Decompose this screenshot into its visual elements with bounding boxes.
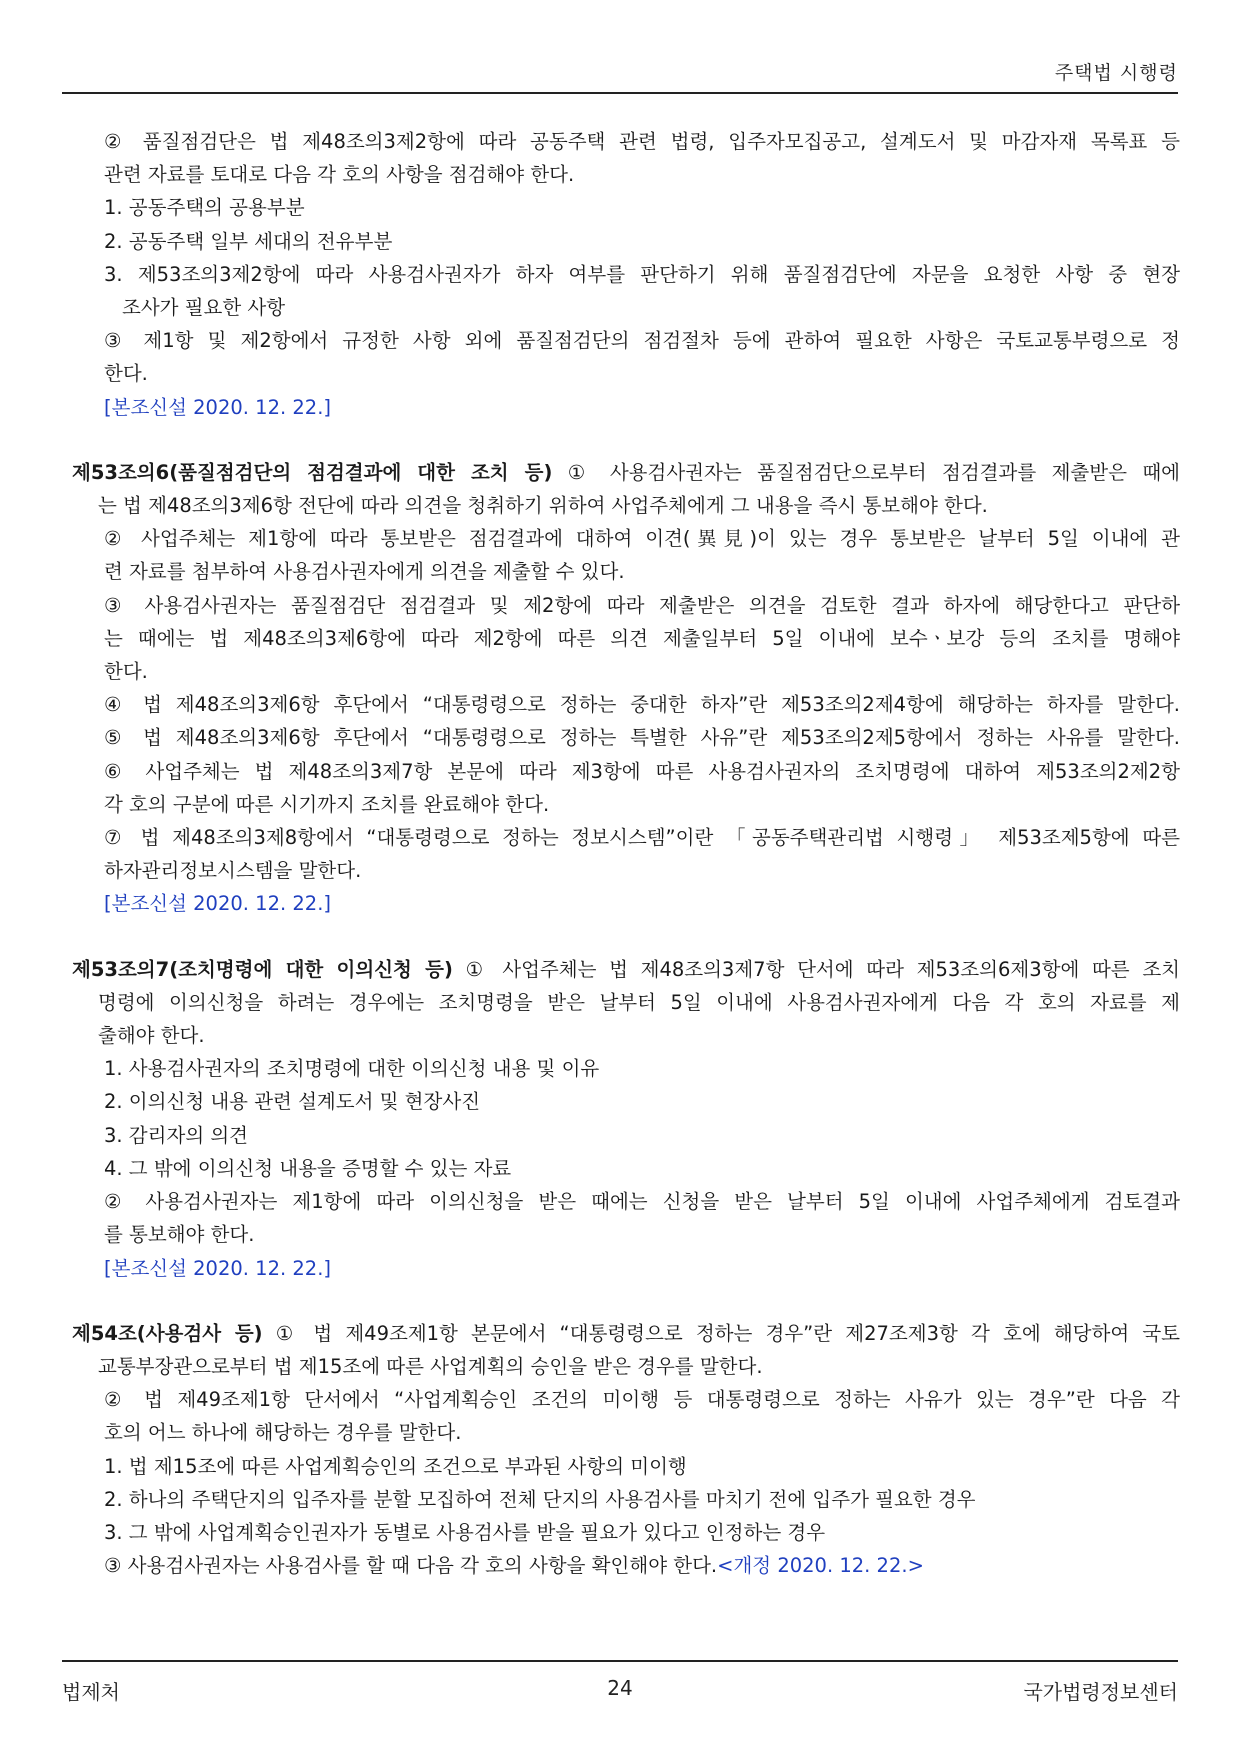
paragraph-line: ⑦ 법 제48조의3제8항에서 “대통령령으로 정하는 정보시스템”이란 「공동주택관리법 시행령」 제53조제5항에 따른 xyxy=(104,826,1180,850)
footer-rule xyxy=(62,1660,1178,1662)
paragraph-line: 한다. xyxy=(104,660,148,684)
paragraph-line: 명령에 이의신청을 하려는 경우에는 조치명령을 받은 날부터 5일 이내에 사용검사권자에게 다음 각 호의 자료를 제 xyxy=(98,990,1180,1014)
amendment-note: <개정 2020. 12. 22.> xyxy=(717,1554,924,1578)
paragraph-line: ④ 법 제48조의3제6항 후단에서 “대통령령으로 정하는 중대한 하자”란 제53조의2제4항에 해당하는 하자를 말한다. xyxy=(104,693,1180,717)
list-item: 4. 그 밖에 이의신청 내용을 증명할 수 있는 자료 xyxy=(104,1156,512,1180)
list-item: 2. 하나의 주택단지의 입주자를 분할 모집하여 전체 단지의 사용검사를 마치기 전에 입주가 필요한 경우 xyxy=(104,1487,976,1511)
list-item: 3. 그 밖에 사업계획승인권자가 동별로 사용검사를 받을 필요가 있다고 인정하는 경우 xyxy=(104,1520,826,1544)
header-rule xyxy=(62,92,1178,94)
list-item: 2. 이의신청 내용 관련 설계도서 및 현장사진 xyxy=(104,1090,481,1114)
paragraph-line: 하자관리정보시스템을 말한다. xyxy=(104,859,362,883)
paragraph-line: 관련 자료를 토대로 다음 각 호의 사항을 점검해야 한다. xyxy=(104,163,575,187)
article-heading-line xyxy=(62,1317,1180,1350)
article-first-clause: ① 사용검사권자는 품질점검단으로부터 점검결과를 제출받은 때에 xyxy=(552,460,1180,484)
paragraph-line: 를 통보해야 한다. xyxy=(104,1223,255,1247)
list-item-continuation: 조사가 필요한 사항 xyxy=(122,296,286,320)
list-item: 1. 사용검사권자의 조치명령에 대한 이의신청 내용 및 이유 xyxy=(104,1057,600,1081)
paragraph-line: 호의 어느 하나에 해당하는 경우를 말한다. xyxy=(104,1421,462,1445)
list-item: 2. 공동주택 일부 세대의 전유부분 xyxy=(104,229,393,253)
paragraph-line: ② 품질점검단은 법 제48조의3제2항에 따라 공동주택 관련 법령, 입주자모집공고, 설계도서 및 마감자재 목록표 등 xyxy=(104,130,1180,153)
paragraph-line: 련 자료를 첨부하여 사용검사권자에게 의견을 제출할 수 있다. xyxy=(104,560,625,584)
footer-source: 국가법령정보센터 xyxy=(1023,1680,1178,1704)
paragraph-line: ③ 제1항 및 제2항에서 규정한 사항 외에 품질점검단의 점검절차 등에 관하여 필요한 사항은 국토교통부령으로 정 xyxy=(104,329,1180,353)
article-title: 제53조의7(조치명령에 대한 이의신청 등) xyxy=(72,957,453,981)
paragraph-line: 는 때에는 법 제48조의3제6항에 따라 제2항에 따른 의견 제출일부터 5일 이내에 보수ㆍ보강 등의 조치를 명해야 xyxy=(104,626,1180,650)
paragraph-line: ③ 사용검사권자는 품질점검단 점검결과 및 제2항에 따라 제출받은 의견을 검토한 결과 하자에 해당한다고 판단하 xyxy=(104,593,1180,617)
enactment-note: [본조신설 2020. 12. 22.] xyxy=(104,1256,332,1280)
list-item: 3. 제53조의3제2항에 따라 사용검사권자가 하자 여부를 판단하기 위해 품질점검단에 자문을 요청한 사항 중 현장 xyxy=(104,262,1180,286)
paragraph-line: ⑤ 법 제48조의3제6항 후단에서 “대통령령으로 정하는 특별한 사유”란 제53조의2제5항에서 정하는 사유를 말한다. xyxy=(104,726,1180,750)
document-header-title: 주택법 시행령 xyxy=(1054,62,1178,84)
page-number: 24 xyxy=(607,1676,633,1700)
document-body xyxy=(62,125,1180,1582)
paragraph-line: 한다. xyxy=(104,362,148,386)
article-title: 제53조의6(품질점검단의 점검결과에 대한 조치 등) xyxy=(72,460,553,484)
list-item: 1. 공동주택의 공용부분 xyxy=(104,196,305,220)
article-heading-line xyxy=(62,953,1180,986)
footer-publisher: 법제처 xyxy=(62,1680,120,1704)
enactment-note: [본조신설 2020. 12. 22.] xyxy=(104,892,332,916)
list-item: 3. 감리자의 의견 xyxy=(104,1123,249,1147)
paragraph-line: 각 호의 구분에 따른 시기까지 조치를 완료해야 한다. xyxy=(104,792,550,816)
article-heading-line xyxy=(62,456,1180,489)
paragraph-line: 교통부장관으로부터 법 제15조에 따른 사업계획의 승인을 받은 경우를 말한다. xyxy=(98,1354,763,1378)
article-first-clause: ① 사업주체는 법 제48조의3제7항 단서에 따라 제53조의6제3항에 따른 조치 xyxy=(452,957,1180,981)
paragraph-line: ⑥ 사업주체는 법 제48조의3제7항 본문에 따라 제3항에 따른 사용검사권자의 조치명령에 대하여 제53조의2제2항 xyxy=(104,759,1180,783)
paragraph-line xyxy=(62,1549,1180,1582)
paragraph-line: ② 법 제49조제1항 단서에서 “사업계획승인 조건의 미이행 등 대통령령으로 정하는 사유가 있는 경우”란 다음 각 xyxy=(104,1388,1180,1412)
list-item: 1. 법 제15조에 따른 사업계획승인의 조건으로 부과된 사항의 미이행 xyxy=(104,1454,687,1478)
paragraph-line: 는 법 제48조의3제6항 전단에 따라 의견을 청취하기 위하여 사업주체에게 그 내용을 즉시 통보해야 한다. xyxy=(98,494,988,518)
enactment-note: [본조신설 2020. 12. 22.] xyxy=(104,395,332,419)
paragraph-text: ③ 사용검사권자는 사용검사를 할 때 다음 각 호의 사항을 확인해야 한다. xyxy=(104,1554,718,1578)
paragraph-line: 출해야 한다. xyxy=(98,1024,205,1048)
paragraph-line: ② 사용검사권자는 제1항에 따라 이의신청을 받은 때에는 신청을 받은 날부터 5일 이내에 사업주체에게 검토결과 xyxy=(104,1190,1180,1214)
article-first-clause: ① 법 제49조제1항 본문에서 “대통령령으로 정하는 경우”란 제27조제3항 각 호에 해당하여 국토 xyxy=(262,1321,1181,1345)
paragraph-line: ② 사업주체는 제1항에 따라 통보받은 점검결과에 대하여 이견(異見)이 있는 경우 통보받은 날부터 5일 이내에 관 xyxy=(104,527,1180,551)
article-title: 제54조(사용검사 등) xyxy=(72,1321,263,1345)
